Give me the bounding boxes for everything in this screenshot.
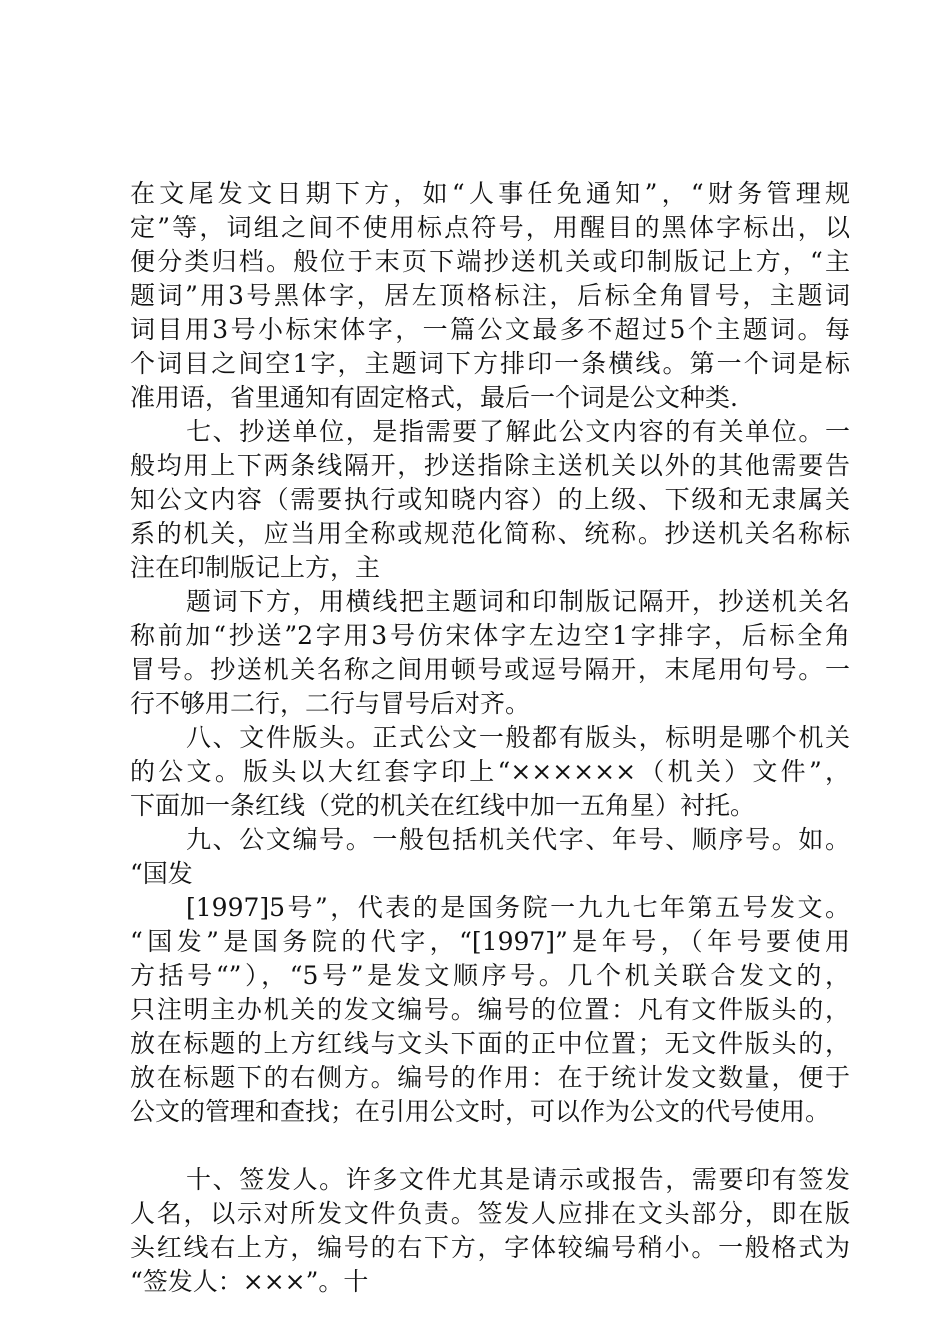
paragraph-line: 系的机关，应当用全称或规范化简称、统称。抄送机关名称标 — [130, 519, 850, 548]
paragraph-line: 下面加一条红线（党的机关在红线中加一五角星）衬托。 — [130, 791, 756, 820]
paragraph-line: 题词下方，用横线把主题词和印制版记隔开，抄送机关名 — [186, 587, 850, 616]
paragraph-line: 公文的管理和查找；在引用公文时，可以作为公文的代号使用。 — [130, 1097, 831, 1126]
paragraph-line: 放在标题的上方红线与文头下面的正中位置；无文件版头的， — [130, 1029, 850, 1058]
paragraph-line: “国发 — [130, 859, 193, 888]
paragraph-line: 九、公文编号。一般包括机关代字、年号、顺序号。如。 — [186, 825, 850, 854]
paragraph-line: 题词”用3号黑体字，居左顶格标注，后标全角冒号，主题词 — [130, 281, 850, 310]
paragraph-line: 只注明主办机关的发文编号。编号的位置：凡有文件版头的， — [130, 995, 850, 1024]
paragraph-line: “签发人：×××”。十 — [130, 1267, 369, 1296]
paragraph-line: 般均用上下两条线隔开，抄送指除主送机关以外的其他需要告 — [130, 451, 850, 480]
paragraph-line: [1997]5号”，代表的是国务院一九九七年第五号发文。 — [186, 893, 850, 922]
paragraph-line: 称前加“抄送”2字用3号仿宋体字左边空1字排字，后标全角 — [130, 621, 850, 650]
paragraph-line: 准用语，省里通知有固定格式，最后一个词是公文种类. — [130, 383, 738, 412]
paragraph-line: 在文尾发文日期下方，如“人事任免通知”，“财务管理规 — [130, 179, 850, 208]
paragraph-line: “国发”是国务院的代字，“[1997]”是年号，（年号要使用 — [130, 927, 850, 956]
paragraph-line: 七、抄送单位，是指需要了解此公文内容的有关单位。一 — [186, 417, 850, 446]
paragraph-line: 放在标题下的右侧方。编号的作用：在于统计发文数量，便于 — [130, 1063, 850, 1092]
paragraph-line: 词目用3号小标宋体字，一篇公文最多不超过5个主题词。每 — [130, 315, 850, 344]
paragraph-line: 定”等，词组之间不使用标点符号，用醒目的黑体字标出，以 — [130, 213, 850, 242]
paragraph-line: 的公文。版头以大红套字印上“××××××（机关）文件”， — [130, 757, 850, 786]
paragraph-line: 人名，以示对所发文件负责。签发人应排在文头部分，即在版 — [130, 1199, 850, 1228]
paragraph-line: 个词目之间空1字，主题词下方排印一条横线。第一个词是标 — [130, 349, 850, 378]
paragraph-line: 方括号“”），“5号”是发文顺序号。几个机关联合发文的， — [130, 961, 850, 990]
paragraph-line: 八、文件版头。正式公文一般都有版头，标明是哪个机关 — [186, 723, 850, 752]
paragraph-line: 冒号。抄送机关名称之间用顿号或逗号隔开，末尾用句号。一 — [130, 655, 850, 684]
paragraph-line: 行不够用二行，二行与冒号后对齐。 — [130, 689, 531, 718]
paragraph-line: 头红线右上方，编号的右下方，字体较编号稍小。一般格式为 — [130, 1233, 850, 1262]
paragraph-line: 便分类归档。般位于末页下端抄送机关或印制版记上方，“主 — [130, 247, 850, 276]
paragraph-line: 注在印制版记上方，主 — [130, 553, 381, 582]
paragraph-line: 十、签发人。许多文件尤其是请示或报告，需要印有签发 — [186, 1165, 850, 1194]
paragraph-line: 知公文内容（需要执行或知晓内容）的上级、下级和无隶属关 — [130, 485, 850, 514]
